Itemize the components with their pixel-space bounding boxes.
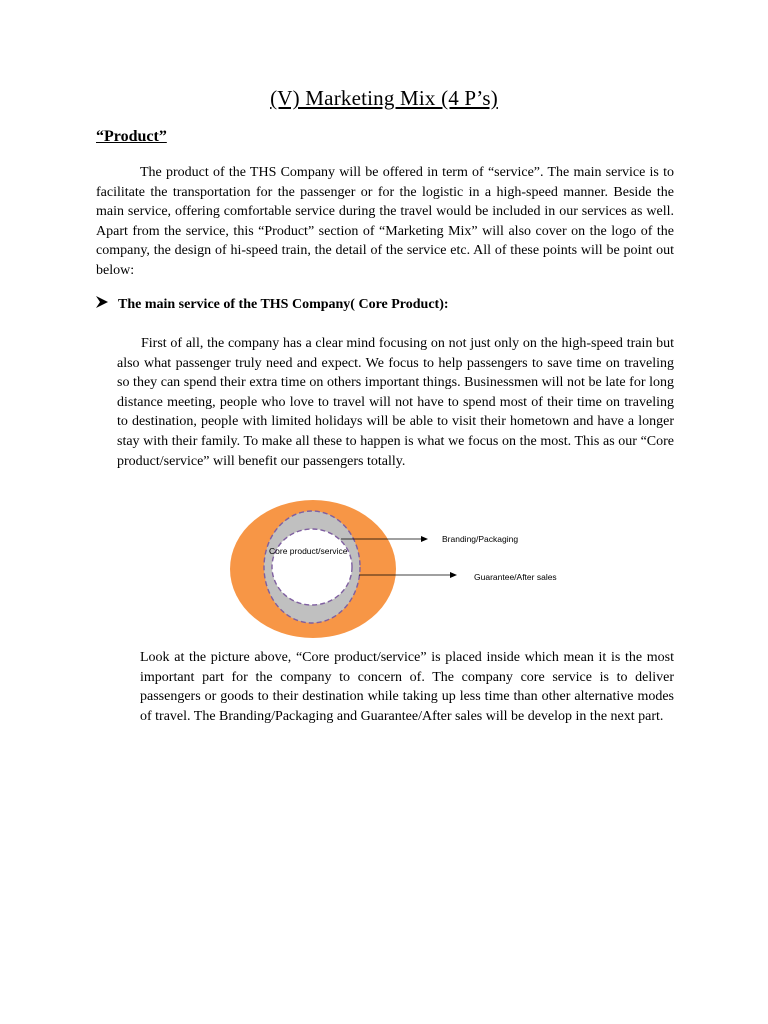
guarantee-after-sales-label: Guarantee/After sales	[474, 572, 557, 582]
product-levels-diagram	[226, 500, 586, 640]
bullet-heading	[96, 296, 449, 313]
bullet-heading-text: The main service of the THS Company( Core Product):	[118, 296, 449, 312]
closing-paragraph: Look at the picture above, “Core product/service” is placed inside which mean it is the most important part for the company to concern of. The company core service is to deliver passengers or goods to their destination while taking up less time than other alternative modes of travel. The Branding/Packaging and Guarantee/After sales will be develop in the next part.	[140, 650, 674, 724]
page-title: (V) Marketing Mix (4 P’s)	[270, 86, 498, 110]
section-heading: “Product”	[96, 128, 167, 145]
intro-paragraph: The product of the THS Company will be offered in term of “service”. The main service is to facilitate the transportation for the passenger or for the logistic in a high-speed manner. Beside the main service, offering comfortable service during the travel would be included in our services as well. Apart from the service, this “Product” section of “Marketing Mix” will also cover on the logo of the company, the design of hi-speed train, the detail of the service etc. All of these points will be point out below:	[96, 165, 674, 278]
branding-packaging-label: Branding/Packaging	[442, 534, 519, 544]
core-product-label: Core product/service	[269, 546, 348, 556]
core-product-paragraph: First of all, the company has a clear mind focusing on not just only on the high-speed train but also what passenger truly need and expect. We focus to help passengers to save time on traveling so they can spend their extra time on others important things. Businessmen will not be late for long distance meeting, people who love to travel will not have to spend most of their time on traveling to destination, people with limited holidays will be able to visit their hometown and have a longer stay with their family. To make all these to happen is what we focus on the most. This as our “Core product/service” will benefit our passengers totally.	[117, 336, 674, 469]
inner-core	[272, 529, 352, 605]
arrowhead-bullet-icon	[96, 296, 118, 313]
